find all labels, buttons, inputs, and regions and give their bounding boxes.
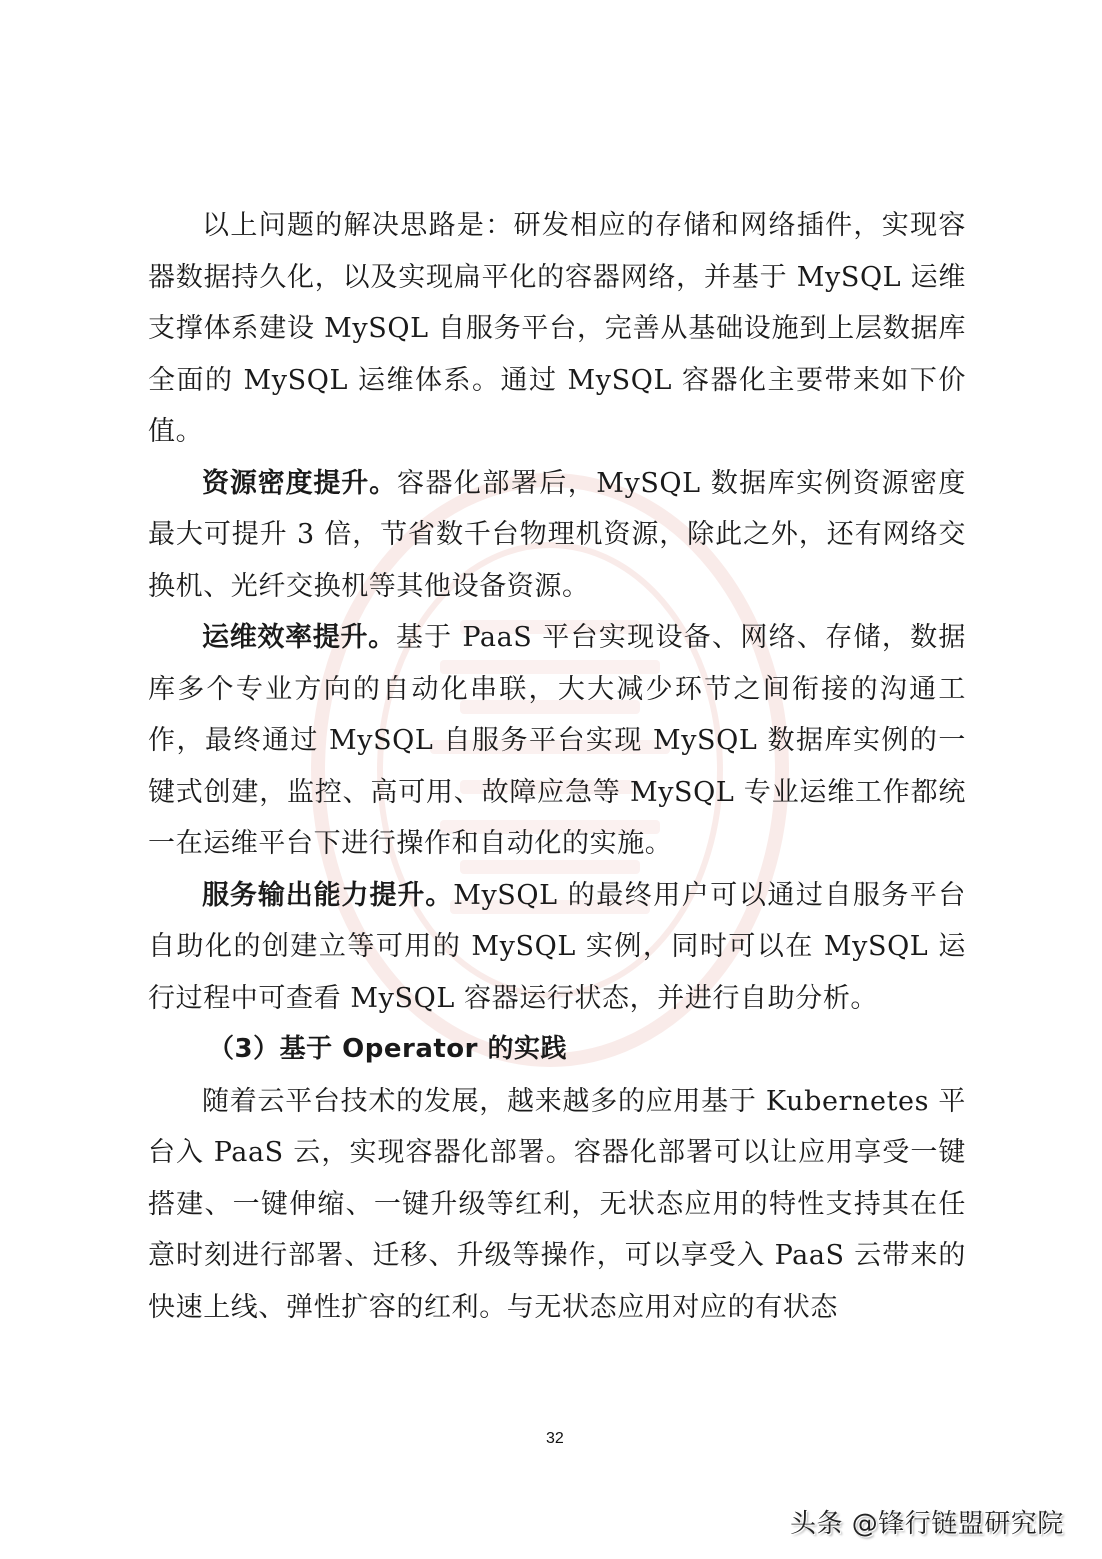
- body-text: [148, 200, 966, 1333]
- paragraph-service-output: [148, 870, 966, 1025]
- paragraph-lead: 资源密度提升。: [202, 467, 398, 499]
- paragraph-text: 以上问题的解决思路是：研发相应的存储和网络插件，实现容器数据持久化，以及实现扁平化的容器网络，并基于 MySQL 运维支撑体系建设 MySQL 自服务平台，完善从基础设施到上层数据库全面的 MySQL 运维体系。通过 MySQL 容器化主要带来如下价值。: [148, 210, 966, 447]
- paragraph-text: 基于 PaaS 平台实现设备、网络、存储，数据库多个专业方向的自动化串联，大大减少环节之间衔接的沟通工作，最终通过 MySQL 自服务平台实现 MySQL 数据库实例的一键式创建，监控、高可用、故障应急等 MySQL 专业运维工作都统一在运维平台下进行操作和自动化的实施。: [148, 622, 967, 859]
- paragraph-ops-efficiency: [148, 612, 966, 870]
- section-heading: （3）基于 Operator 的实践: [208, 1034, 568, 1064]
- page-number: 32: [546, 1430, 564, 1447]
- source-watermark: 头条 @锋行链盟研究院: [790, 1509, 1064, 1539]
- paragraph-text: MySQL 的最终用户可以通过自服务平台自助化的创建立等可用的 MySQL 实例，同时可以在 MySQL 运行过程中可查看 MySQL 容器运行状态，并进行自助分析。: [148, 879, 966, 1014]
- paragraph-solution: [148, 200, 966, 458]
- paragraph-cloud-platform: [148, 1076, 966, 1334]
- paragraph-lead: 运维效率提升。: [202, 622, 396, 653]
- paragraph-text: 随着云平台技术的发展，越来越多的应用基于 Kubernetes 平台入 PaaS 云，实现容器化部署。容器化部署可以让应用享受一键搭建、一键伸缩、一键升级等红利，无状态应用的特性支持其在任意时刻进行部署、迁移、升级等操作，可以享受入 PaaS 云带来的快速上线、弹性扩容的红利。与无状态应用对应的有状态: [148, 1085, 966, 1323]
- paragraph-text: 容器化部署后，MySQL 数据库实例资源密度最大可提升 3 倍，节省数千台物理机资源，除此之外，还有网络交换机、光纤交换机等其他设备资源。: [148, 467, 966, 602]
- paragraph-resource-density: [148, 458, 966, 613]
- paragraph-lead: 服务输出能力提升。: [202, 879, 454, 911]
